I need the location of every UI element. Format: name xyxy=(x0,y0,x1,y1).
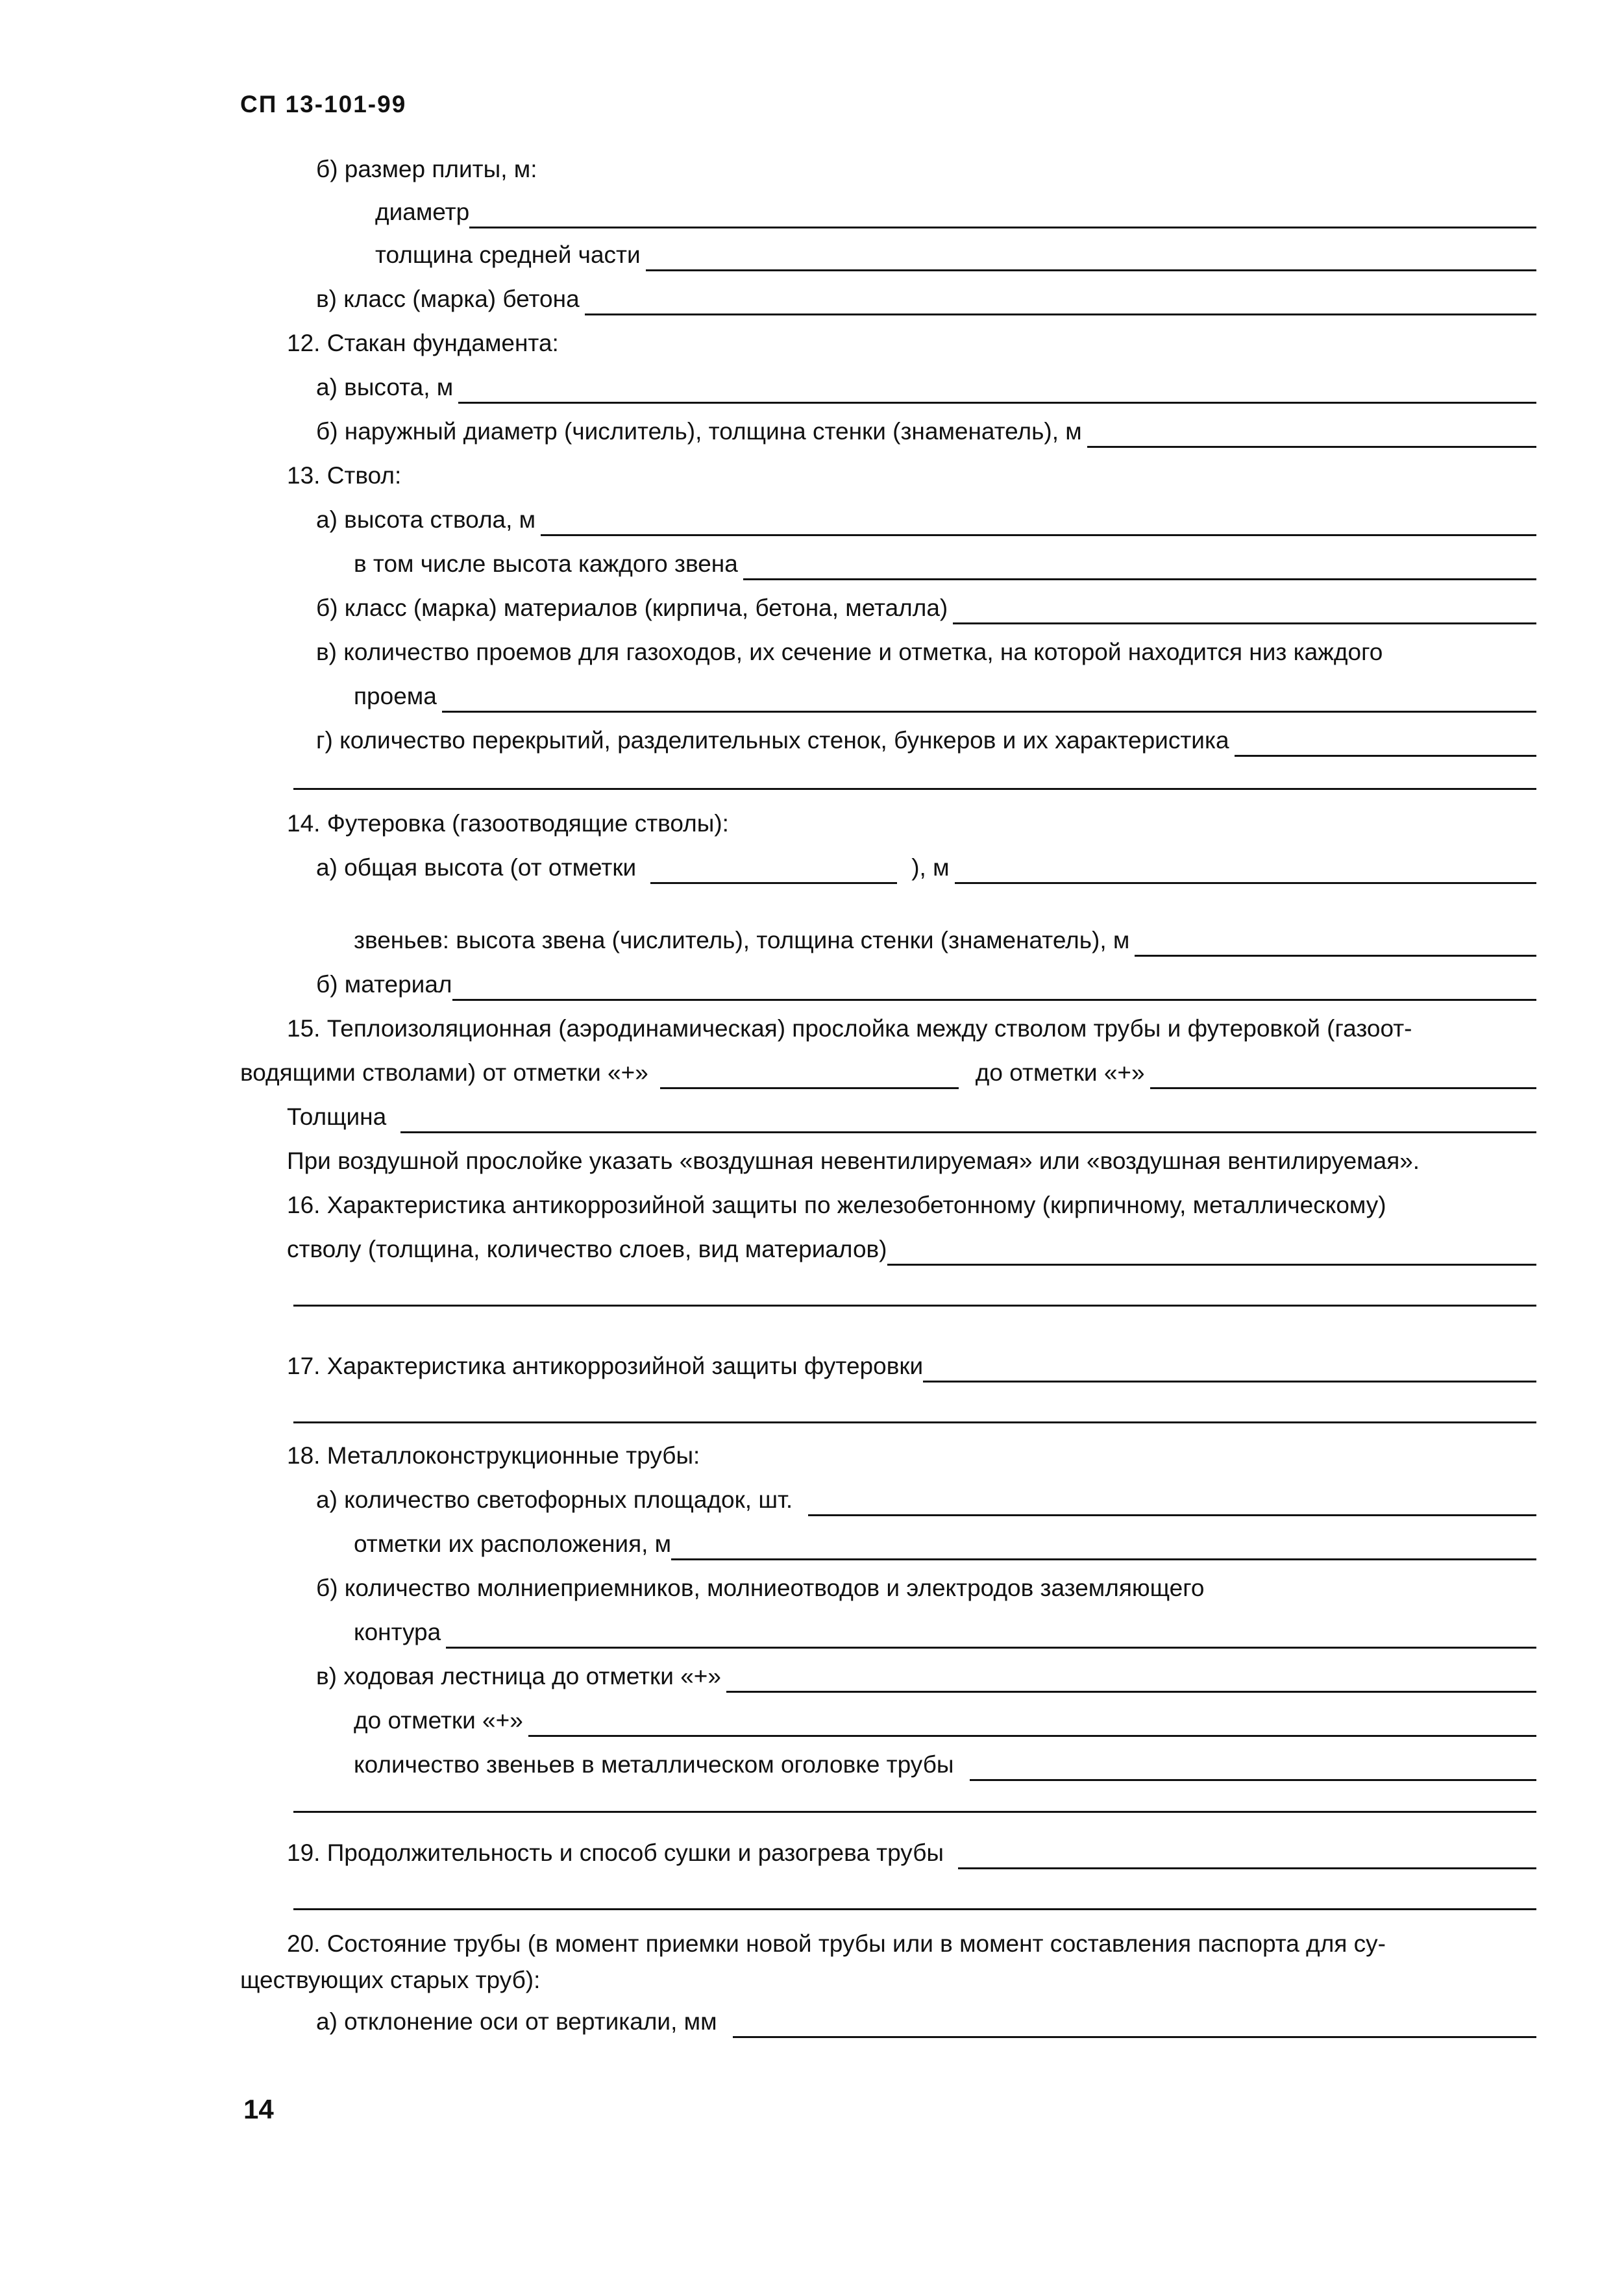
mid-thickness-line: толщина средней части xyxy=(375,235,1536,271)
s17-field[interactable] xyxy=(923,1347,1536,1383)
s16-line2: стволу (толщина, количество слоев, вид материалов) xyxy=(287,1229,1536,1266)
s16-line1: 16. Характеристика антикоррозийной защиты по железобетонному (кирпичному, металлическому) xyxy=(287,1192,1386,1218)
section-12-heading: 12. Стакан фундамента: xyxy=(287,330,559,356)
s13a-field[interactable] xyxy=(541,500,1536,536)
s18v-field[interactable] xyxy=(726,1657,1536,1693)
s13a-sub-field[interactable] xyxy=(743,545,1536,580)
s17-extra-line[interactable] xyxy=(293,1421,1536,1423)
s18b-field[interactable] xyxy=(446,1613,1536,1649)
plate-size-label: б) размер плиты, м: xyxy=(316,156,537,182)
s15-note-line: При воздушной прослойке указать «воздушная невентилируемая» или «воздушная вентилируемая». xyxy=(287,1148,1420,1174)
s13v-cont-line: проема xyxy=(354,676,1536,713)
s13g-extra-line[interactable] xyxy=(293,788,1536,790)
s13v-line: в) количество проемов для газоходов, их сечение и отметка, на которой находится низ каждого xyxy=(316,639,1383,665)
s16-extra-line[interactable] xyxy=(293,1305,1536,1307)
s15-line2: водящими стволами) от отметки «+» до отметки «+» xyxy=(240,1053,1536,1089)
s15-thickness-line: Толщина xyxy=(287,1097,1536,1133)
page-number: 14 xyxy=(243,2094,274,2124)
s14b-line: б) материал xyxy=(316,965,1536,1001)
s16-field[interactable] xyxy=(887,1230,1537,1266)
s18v-sub1-field[interactable] xyxy=(528,1701,1536,1737)
s18-extra-line[interactable] xyxy=(293,1811,1536,1813)
s18a-sub-line: отметки их расположения, м xyxy=(354,1524,1536,1560)
concrete-class-line: в) класс (марка) бетона xyxy=(316,279,1536,315)
diameter-field[interactable] xyxy=(469,193,1536,228)
s13b-line: б) класс (марка) материалов (кирпича, бетона, металла) xyxy=(316,588,1536,624)
s17-line: 17. Характеристика антикоррозийной защиты футеровки xyxy=(287,1346,1536,1383)
s18a-field[interactable] xyxy=(808,1481,1536,1516)
s18a-sub-field[interactable] xyxy=(671,1525,1536,1560)
concrete-class-field[interactable] xyxy=(585,280,1536,315)
s18b-cont-line: контура xyxy=(354,1612,1536,1649)
s14a-from-mark-field[interactable] xyxy=(650,848,897,884)
s18b-line: б) количество молниеприемников, молниеотводов и электродов заземляющего xyxy=(316,1575,1205,1601)
s18v-sub2-line: количество звеньев в металлическом оголовке трубы xyxy=(354,1745,1536,1781)
s18v-line: в) ходовая лестница до отметки «+» xyxy=(316,1656,1536,1693)
section-13-heading: 13. Ствол: xyxy=(287,462,402,489)
s18v-sub2-field[interactable] xyxy=(970,1745,1537,1781)
s12b-line: б) наружный диаметр (числитель), толщина стенки (знаменатель), м xyxy=(316,412,1536,448)
s12b-field[interactable] xyxy=(1087,412,1536,448)
diameter-line: диаметр xyxy=(375,192,1536,228)
document-header: СП 13-101-99 xyxy=(240,91,407,117)
s13v-field[interactable] xyxy=(442,677,1536,713)
s13a-sub-line: в том числе высота каждого звена xyxy=(354,544,1536,580)
s15-from-mark-field[interactable] xyxy=(660,1053,959,1089)
s14a-height-field[interactable] xyxy=(955,848,1536,884)
s13a-line: а) высота ствола, м xyxy=(316,500,1536,536)
mid-thickness-field[interactable] xyxy=(646,236,1536,271)
s20a-field[interactable] xyxy=(733,2002,1536,2038)
s18a-line: а) количество светофорных площадок, шт. xyxy=(316,1480,1536,1516)
s20-line2: ществующих старых труб): xyxy=(240,1967,541,1993)
s14-links-field[interactable] xyxy=(1135,921,1536,957)
s15-line1: 15. Теплоизоляционная (аэродинамическая) прослойка между стволом трубы и футеровкой (газоот- xyxy=(287,1015,1412,1042)
s15-thickness-field[interactable] xyxy=(400,1098,1536,1133)
s12a-line: а) высота, м xyxy=(316,367,1536,404)
s14b-field[interactable] xyxy=(452,965,1536,1001)
s14-links-line: звеньев: высота звена (числитель), толщина стенки (знаменатель), м xyxy=(354,920,1536,957)
s14a-line: а) общая высота (от отметки ), м xyxy=(316,848,1536,884)
s19-field[interactable] xyxy=(958,1834,1536,1869)
section-18-heading: 18. Металлоконструкционные трубы: xyxy=(287,1442,700,1469)
s12a-field[interactable] xyxy=(458,368,1536,404)
s13b-field[interactable] xyxy=(953,589,1536,624)
s18v-sub1-line: до отметки «+» xyxy=(354,1701,1536,1737)
s19-extra-line[interactable] xyxy=(293,1908,1536,1910)
s15-to-mark-field[interactable] xyxy=(1150,1053,1536,1089)
s20-line1: 20. Состояние трубы (в момент приемки новой трубы или в момент составления паспорта для су- xyxy=(287,1930,1386,1957)
s19-line: 19. Продолжительность и способ сушки и разогрева трубы xyxy=(287,1833,1536,1869)
s13g-line: г) количество перекрытий, разделительных стенок, бункеров и их характеристика xyxy=(316,720,1536,757)
s13g-field[interactable] xyxy=(1235,721,1536,757)
section-14-heading: 14. Футеровка (газоотводящие стволы): xyxy=(287,810,729,837)
s20a-line: а) отклонение оси от вертикали, мм xyxy=(316,2002,1536,2038)
